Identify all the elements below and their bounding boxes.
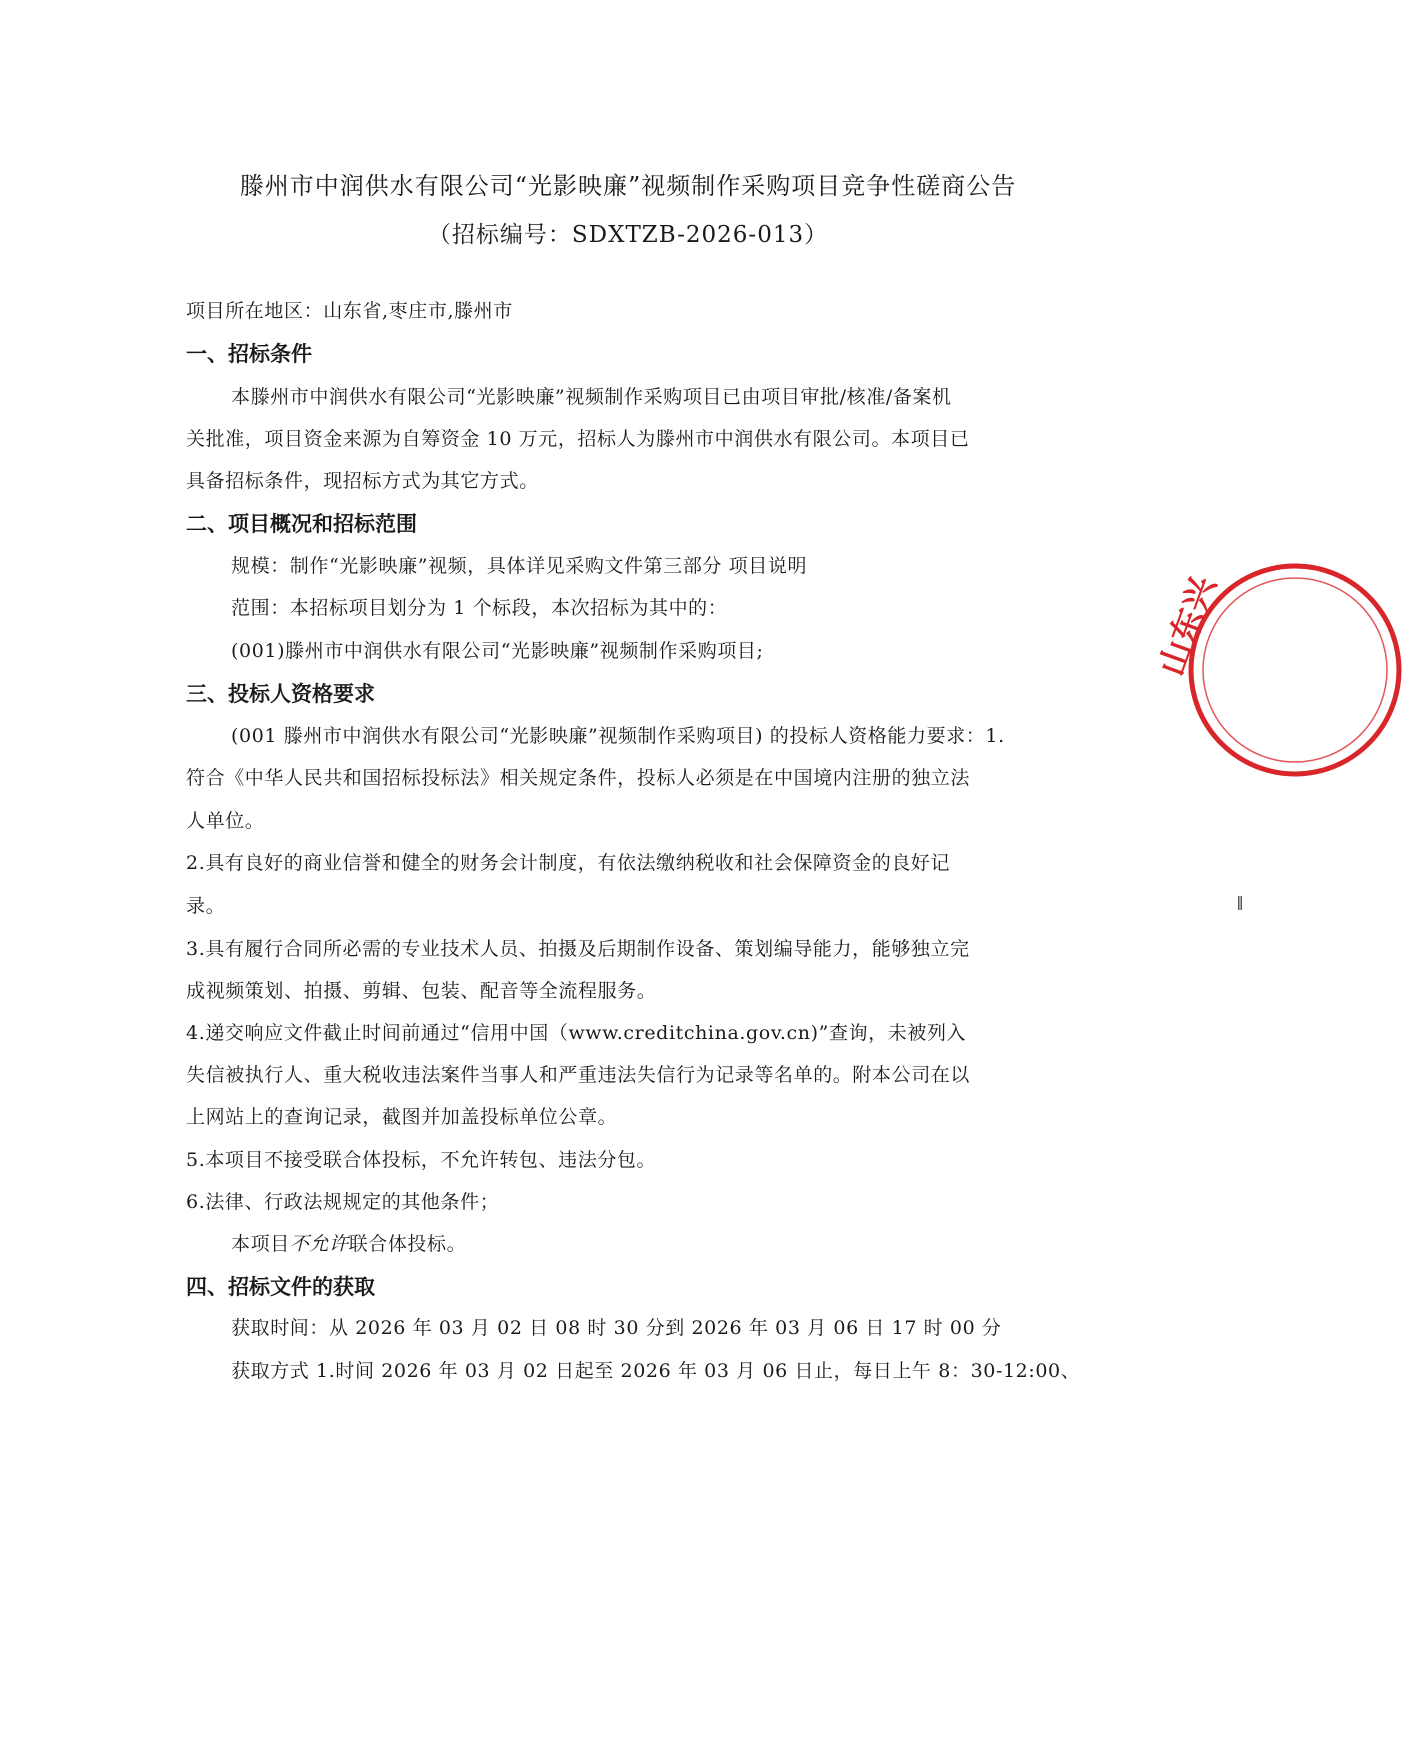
- paragraph-line: 4.递交响应文件截止时间前通过“信用中国（www.creditchina.gov.cn)”查询，未被列入: [186, 1022, 967, 1044]
- paragraph-line: 6.法律、行政法规规定的其他条件；: [186, 1191, 500, 1213]
- paragraph-line: 成视频策划、拍摄、剪辑、包装、配音等全流程服务。: [186, 980, 657, 1002]
- project-lot: (001)滕州市中润供水有限公司“光影映廉”视频制作采购项目;: [231, 640, 764, 662]
- company-seal-icon: [1151, 560, 1405, 780]
- project-region: 项目所在地区：山东省,枣庄市,滕州市: [186, 300, 513, 322]
- acquisition-time: 获取时间：从 2026 年 03 月 02 日 08 时 30 分到 2026 年 03 月 06 日 17 时 00 分: [231, 1317, 1002, 1339]
- section-heading-3: 三、投标人资格要求: [186, 682, 375, 706]
- paragraph-line: 录。: [186, 895, 226, 917]
- paragraph-line: 具备招标条件，现招标方式为其它方式。: [186, 470, 539, 492]
- binding-mark-icon: [1238, 896, 1242, 910]
- paragraph-line: (001 滕州市中润供水有限公司“光影映廉”视频制作采购项目) 的投标人资格能力要求：1.: [231, 725, 1005, 747]
- joint-bid-statement: [231, 1229, 466, 1256]
- paragraph-line: 上网站上的查询记录，截图并加盖投标单位公章。: [186, 1106, 618, 1128]
- document-title: 滕州市中润供水有限公司“光影映廉”视频制作采购项目竞争性磋商公告: [239, 172, 1017, 200]
- svg-text:山东兴: 山东兴: [1151, 571, 1225, 682]
- paragraph-line: 本滕州市中润供水有限公司“光影映廉”视频制作采购项目已由项目审批/核准/备案机: [231, 386, 952, 408]
- paragraph-line: 关批准，项目资金来源为自筹资金 10 万元，招标人为滕州市中润供水有限公司。本项目已: [186, 428, 970, 450]
- paragraph-line: 符合《中华人民共和国招标投标法》相关规定条件，投标人必须是在中国境内注册的独立法: [186, 767, 971, 789]
- paragraph-line: 3.具有履行合同所必需的专业技术人员、拍摄及后期制作设备、策划编导能力，能够独立完: [186, 938, 970, 960]
- paragraph-line: 失信被执行人、重大税收违法案件当事人和严重违法失信行为记录等名单的。附本公司在以: [186, 1064, 971, 1086]
- project-scale: 规模：制作“光影映廉”视频，具体详见采购文件第三部分 项目说明: [231, 555, 808, 577]
- project-scope: 范围：本招标项目划分为 1 个标段，本次招标为其中的：: [231, 597, 728, 619]
- tender-number: （招标编号：SDXTZB-2026-013）: [427, 222, 829, 248]
- acquisition-method: 获取方式 1.时间 2026 年 03 月 02 日起至 2026 年 03 月 06 日止，每日上午 8：30-12:00、: [231, 1360, 1081, 1382]
- joint-suffix: 联合体投标。: [348, 1233, 467, 1255]
- section-heading-4: 四、招标文件的获取: [186, 1275, 375, 1299]
- paragraph-line: 人单位。: [186, 810, 265, 832]
- section-heading-2: 二、项目概况和招标范围: [186, 512, 417, 536]
- paragraph-line: 5.本项目不接受联合体投标，不允许转包、违法分包。: [186, 1149, 657, 1171]
- section-heading-1: 一、招标条件: [186, 342, 312, 366]
- joint-emphasis: 不允许: [289, 1233, 349, 1255]
- joint-prefix: 本项目: [231, 1233, 290, 1255]
- paragraph-line: 2.具有良好的商业信誉和健全的财务会计制度，有依法缴纳税收和社会保障资金的良好记: [186, 852, 951, 874]
